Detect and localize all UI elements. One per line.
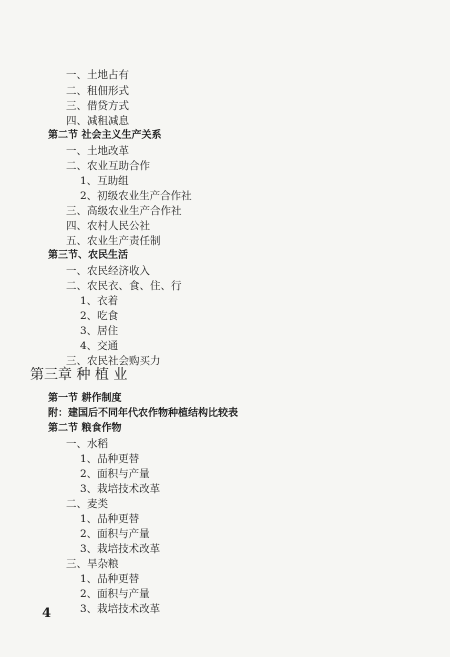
entry-title: 1、品种更替 (80, 573, 140, 585)
entry-title: 第三节、农民生活 (48, 250, 128, 261)
entry-title: 二、农业互助合作 (66, 160, 150, 172)
entry-title: 2、面积与产量 (80, 588, 150, 600)
entry-title: 附：建国后不同年代农作物种植结构比较表 (48, 408, 238, 419)
entry-title: 一、水稻 (66, 438, 108, 450)
entry-title: 2、面积与产量 (80, 468, 150, 480)
entry-title: 1、品种更替 (80, 453, 140, 465)
entry-title: 第一节 耕作制度 (48, 393, 122, 404)
entry-title: 4、交通 (80, 340, 119, 352)
entry-title: 二、农民衣、食、住、行 (66, 280, 182, 292)
entry-title: 二、租佃形式 (66, 85, 129, 97)
entry-title: 四、农村人民公社 (66, 220, 150, 232)
entry-title: 三、旱杂粮 (66, 558, 119, 570)
entry-title: 一、土地改革 (66, 145, 129, 157)
entry-title: 1、衣着 (80, 295, 119, 307)
entry-title: 3、居住 (80, 325, 119, 337)
entry-title: 三、高级农业生产合作社 (66, 205, 182, 217)
entry-title: 3、栽培技术改革 (80, 603, 161, 615)
entry-title: 1、互助组 (80, 175, 129, 187)
entry-title: 五、农业生产责任制 (66, 235, 161, 247)
entry-title: 第二节 粮食作物 (48, 423, 122, 434)
entry-title: 3、栽培技术改革 (80, 483, 161, 495)
entry-title: 四、减租减息 (66, 115, 129, 127)
entry-title: 一、土地占有 (66, 69, 129, 81)
entry-title: 2、面积与产量 (80, 528, 150, 540)
entry-title: 第三章 种 植 业 (30, 367, 128, 383)
entry-title: 二、麦类 (66, 498, 108, 510)
entry-title: 1、品种更替 (80, 513, 140, 525)
page-number: 4 (42, 606, 52, 621)
entry-title: 一、农民经济收入 (66, 265, 150, 277)
entry-title: 三、借贷方式 (66, 100, 129, 112)
entry-title: 2、初级农业生产合作社 (80, 190, 192, 202)
entry-title: 3、栽培技术改革 (80, 543, 161, 555)
entry-title: 三、农民社会购买力 (66, 355, 161, 367)
entry-title: 2、吃食 (80, 310, 119, 322)
entry-title: 第二节 社会主义生产关系 (48, 130, 162, 141)
